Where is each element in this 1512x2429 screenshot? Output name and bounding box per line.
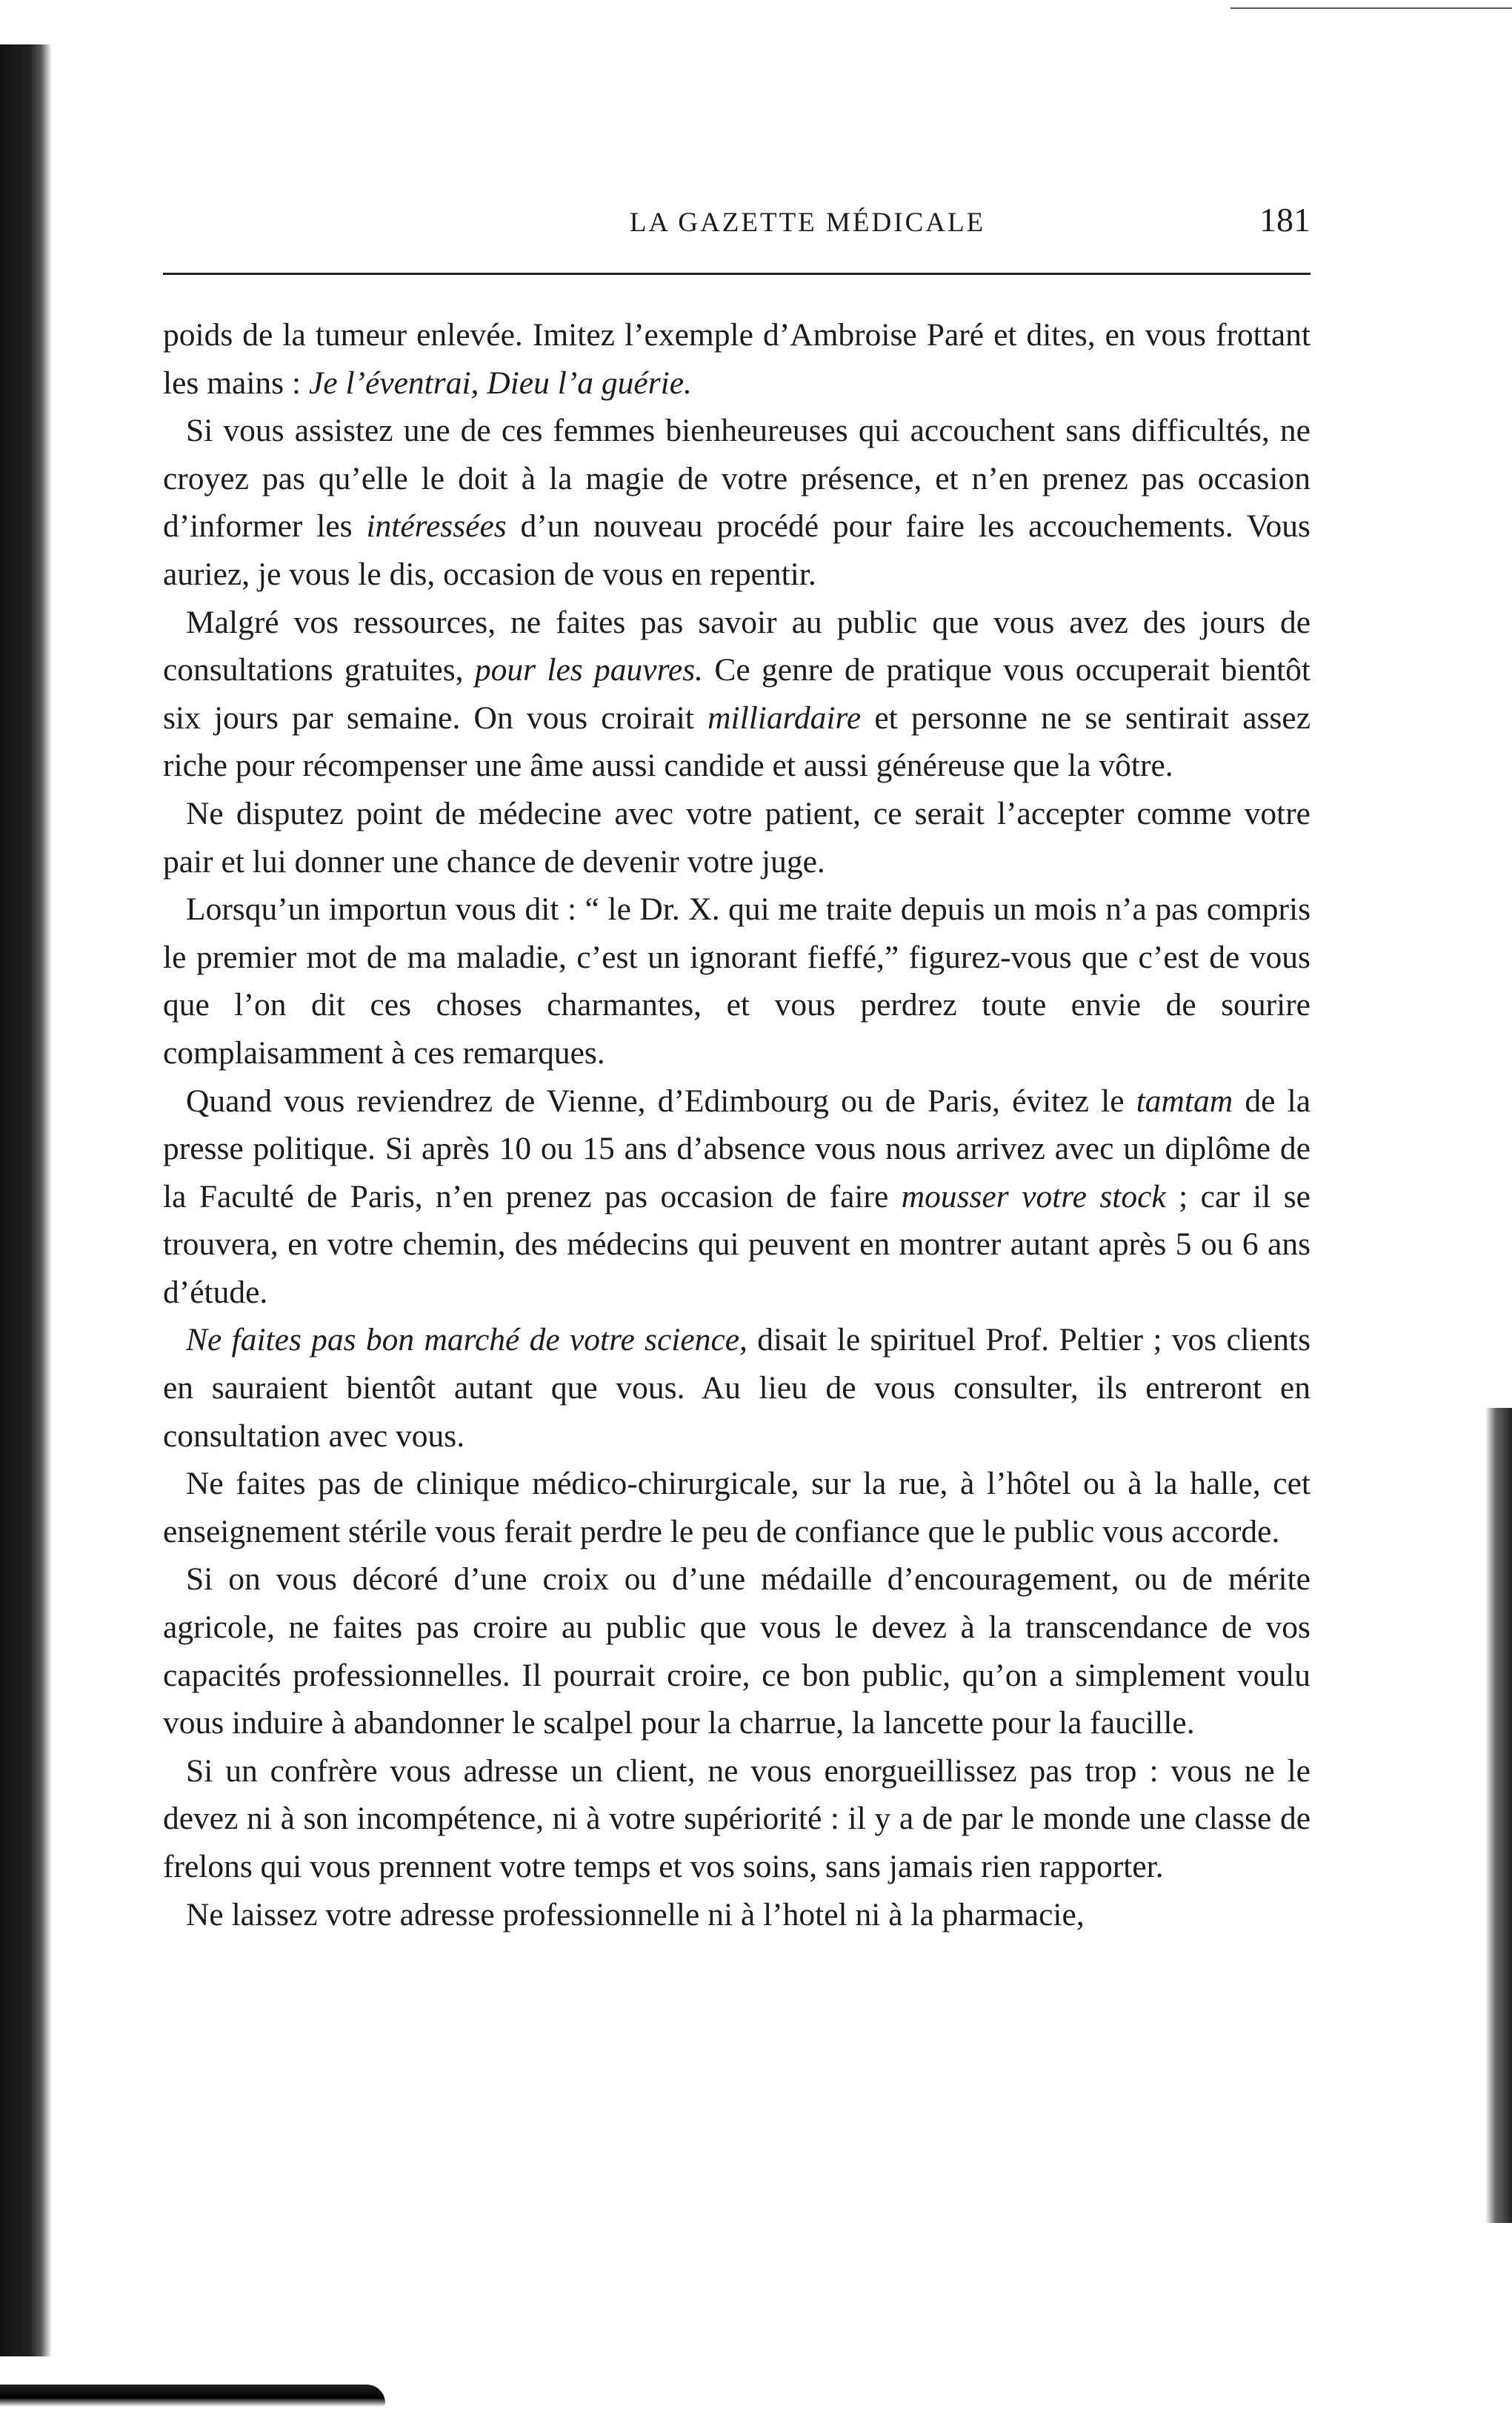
text-run: Si vous assistez une de ces femmes bienheureuses qui accouchent sans difficultés, ne croyez pas qu’elle le doit à la magie de votre présence, et n’en prenez pas occasion d’informer les [163,413,1310,545]
paragraph-8 [163,1555,1310,1747]
italic-phrase: milliardaire [707,700,862,736]
paragraph-9 [163,1747,1310,1891]
italic-phrase: pour les pauvres. [474,652,704,688]
paragraph-2 [163,599,1310,790]
paragraph-7 [163,1460,1310,1555]
paragraph-1 [163,407,1310,598]
italic-phrase: Je l’éventrai, Dieu l’a guérie. [308,365,692,401]
text-run: Ne laissez votre adresse professionnelle ni à l’hotel ni à la pharmacie, [186,1896,1085,1933]
article-body [163,311,1310,1938]
paragraph-3 [163,790,1310,885]
scan-bottom-mark [0,2385,385,2407]
scan-top-mark [1230,7,1512,9]
text-run: Si un confrère vous adresse un client, ne vous enorgueillissez pas trop : vous ne le devez ni à son incompétence, ni à votre supériorité : il y a de par le monde une classe de frelons qui vous prennent votre temps et vos soins, sans jamais rien rapporter. [163,1752,1310,1884]
text-run: de la presse politique. Si après 10 ou 15 ans d’absence vous nous arrivez avec un diplôme de la Faculté de Paris, n’en prenez pas occasion de faire [163,1083,1311,1214]
paragraph-5 [163,1077,1310,1317]
running-head [163,200,1310,245]
text-run: d’un nouveau procédé pour faire les accouchements. Vous auriez, je vous le dis, occasion de vous en repentir. [163,508,1310,592]
text-run: et personne ne se sentirait assez riche pour récompenser une âme aussi candide et aussi généreuse que la vôtre. [163,700,1311,784]
italic-phrase: mousser votre stock [901,1178,1166,1214]
paragraph-10 [163,1891,1310,1939]
paragraph-6 [163,1316,1310,1460]
text-run: ; car il se trouvera, en votre chemin, des médecins qui peuvent en montrer autant après 5 ou 6 ans d’étude. [163,1178,1310,1310]
page-number: 181 [1259,201,1310,239]
text-run: poids de la tumeur enlevée. Imitez l’exemple d’Ambroise Paré et dites, en vous frottant les mains : [163,317,1310,401]
text-run: Ne faites pas de clinique médico-chirurgicale, sur la rue, à l’hôtel ou à la halle, cet enseignement stérile vous ferait perdre le peu de confiance que le public vous accorde. [163,1466,1310,1549]
text-run: Lorsqu’un importun vous dit : “ le Dr. X. qui me traite depuis un mois n’a pas compris le premier mot de ma maladie, c’est un ignorant fieffé,” figurez-vous que c’est de vous que l’on dit ces choses charmantes, et vous perdrez toute envie de sourire complaisamment à ces remarques. [163,891,1310,1071]
text-run: Ce genre de pratique vous occuperait bientôt six jours par semaine. On vous croirait [163,652,1310,736]
paragraph-4 [163,885,1310,1077]
text-run: Si on vous décoré d’une croix ou d’une médaille d’encouragement, ou de mérite agricole, ne faites pas croire au public que vous le devez à la transcendance de vos capacités professionnelles. Il pourrait croire, ce bon public, qu’on a simplement voulu vous induire à abandonner le scalpel pour la charrue, la lancette pour la faucille. [163,1561,1310,1741]
paragraph-0 [163,311,1310,407]
journal-title: LA GAZETTE MÉDICALE [629,207,986,238]
scan-shadow-left [0,44,52,2356]
text-run: Quand vous reviendrez de Vienne, d’Edimbourg ou de Paris, évitez le [186,1083,1136,1119]
text-run: Malgré vos ressources, ne faites pas savoir au public que vous avez des jours de consultations gratuites, [163,604,1310,688]
text-run: disait le spirituel Prof. Peltier ; vos clients en sauraient bientôt autant que vous. Au lieu de vous consulter, ils entreront en consultation avec vous. [163,1322,1311,1454]
italic-phrase: tamtam [1136,1083,1233,1119]
italic-phrase: Ne faites pas bon marché de votre science, [186,1322,747,1358]
text-run: Ne disputez point de médecine avec votre patient, ce serait l’accepter comme votre pair et lui donner une chance de devenir votre juge. [163,795,1310,880]
scan-shadow-right [1485,1408,1512,2223]
italic-phrase: intéressées [366,508,507,545]
header-rule [163,273,1310,275]
